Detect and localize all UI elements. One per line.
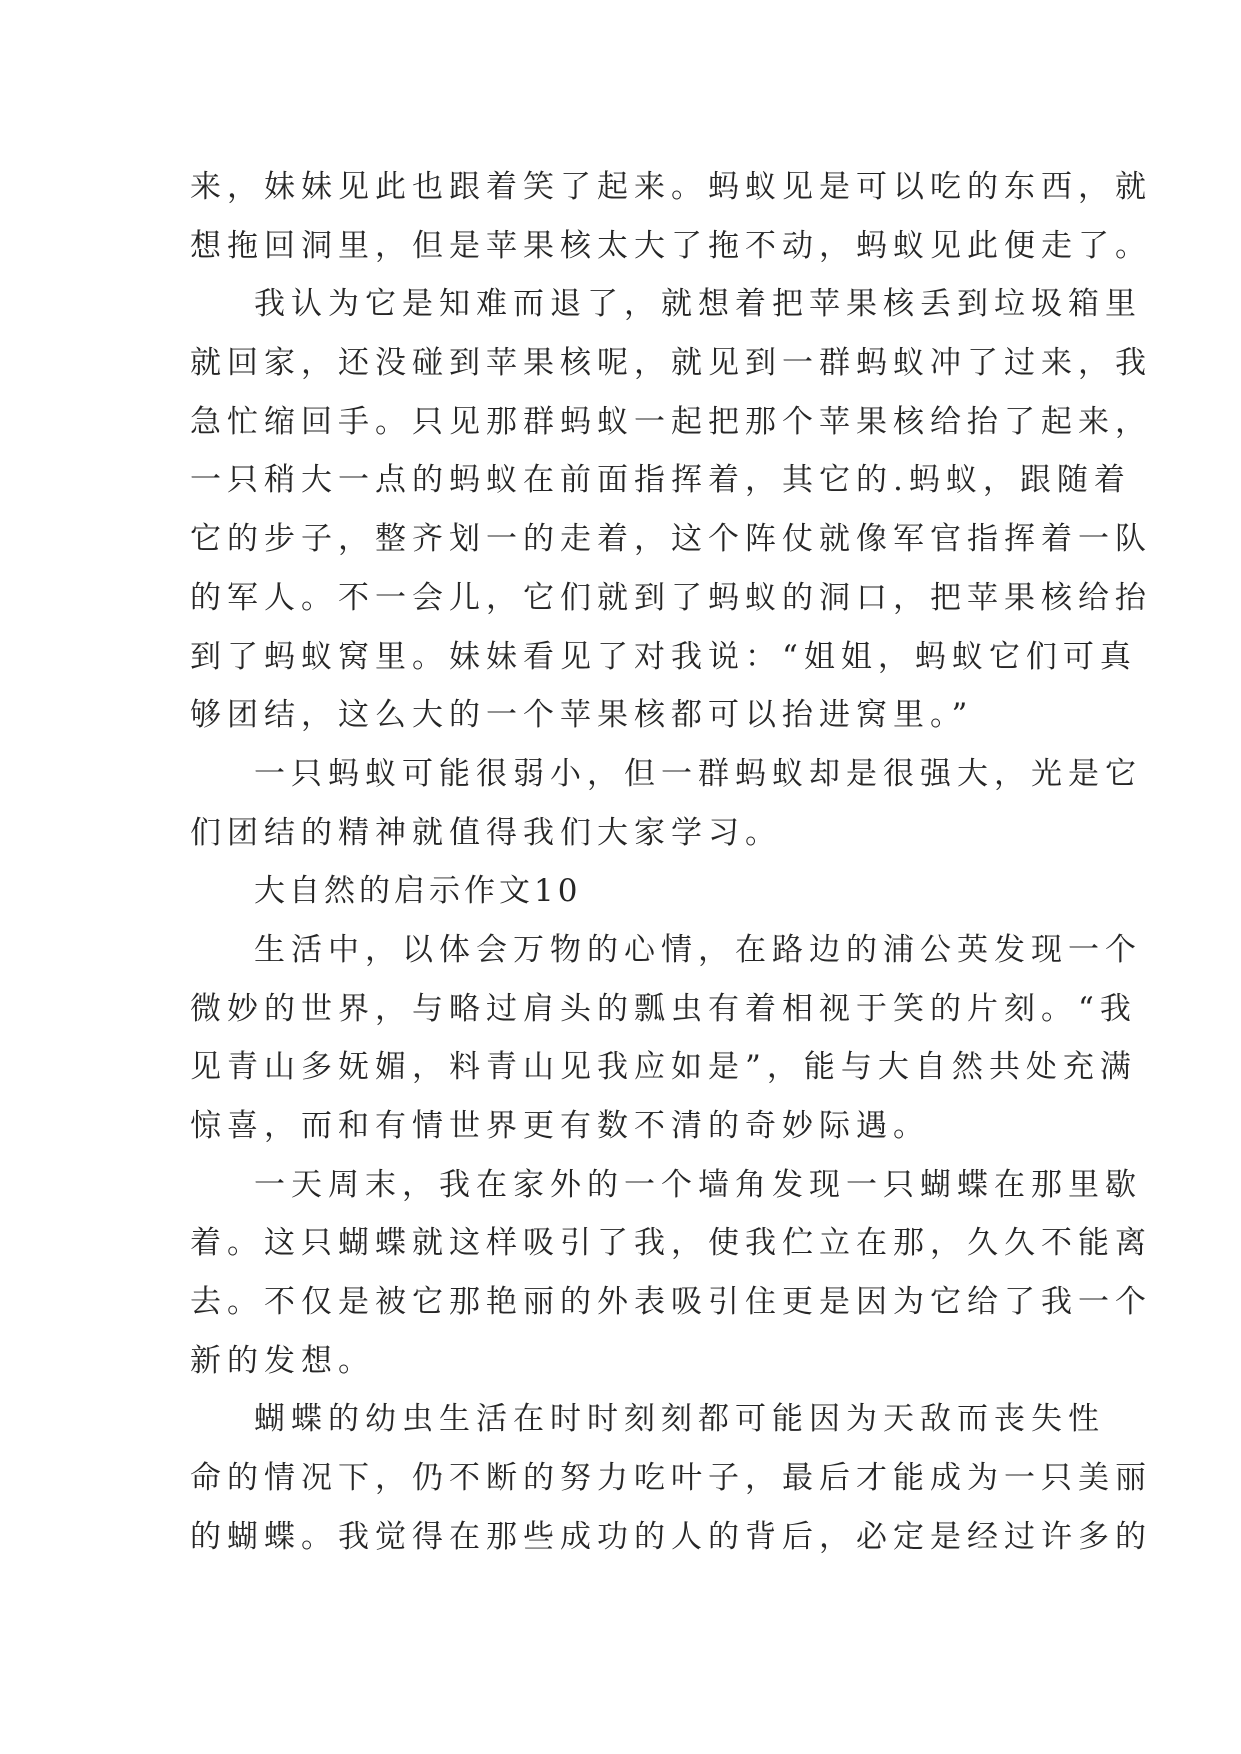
text-line: 够团结，这么大的一个苹果核都可以抬进窝里。” <box>190 697 974 734</box>
text-line: 惊喜，而和有情世界更有数不清的奇妙际遇。 <box>190 1108 930 1144</box>
text-line: 们团结的精神就值得我们大家学习。 <box>190 814 782 851</box>
text-line: 的蝴蝶。我觉得在那些成功的人的背后，必定是经过许多的 <box>190 1518 1152 1555</box>
text-line: 来，妹妹见此也跟着笑了起来。蚂蚁见是可以吃的东西，就 <box>190 169 1152 205</box>
text-line: 新的发想。 <box>190 1342 375 1379</box>
text-line: 一只稍大一点的蚂蚁在前面指挥着，其它的.蚂蚁，跟随着 <box>190 462 1131 499</box>
text-line: 微妙的世界，与略过肩头的瓢虫有着相视于笑的片刻。“我 <box>190 990 1137 1027</box>
text-line: 它的步子，整齐划一的走着，这个阵仗就像军官指挥着一队 <box>190 521 1152 558</box>
text-line: 去。不仅是被它那艳丽的外表吸引住更是因为它给了我一个 <box>190 1284 1152 1321</box>
text-line: 一只蚂蚁可能很弱小，但一群蚂蚁却是很强大，光是它 <box>254 755 1142 792</box>
section-heading: 大自然的启示作文10 <box>254 873 582 910</box>
text-line: 命的情况下，仍不断的努力吃叶子，最后才能成为一只美丽 <box>190 1460 1152 1497</box>
text-line: 到了蚂蚁窝里。妹妹看见了对我说：“姐姐，蚂蚁它们可真 <box>190 638 1137 675</box>
text-line: 急忙缩回手。只见那群蚂蚁一起把那个苹果核给抬了起来， <box>190 403 1152 440</box>
text-line: 生活中，以体会万物的心情，在路边的浦公英发现一个 <box>254 931 1142 968</box>
text-line: 蝴蝶的幼虫生活在时时刻刻都可能因为天敌而丧失性 <box>254 1401 1105 1438</box>
text-line: 着。这只蝴蝶就这样吸引了我，使我伫立在那，久久不能离 <box>190 1225 1152 1262</box>
body-text <box>190 158 1152 1567</box>
text-line: 就回家，还没碰到苹果核呢，就见到一群蚂蚁冲了过来，我 <box>190 345 1152 382</box>
text-line: 想拖回洞里，但是苹果核太大了拖不动，蚂蚁见此便走了。 <box>190 227 1152 264</box>
text-line: 一天周末，我在家外的一个墙角发现一只蝴蝶在那里歇 <box>254 1166 1142 1203</box>
text-line: 的军人。不一会儿，它们就到了蚂蚁的洞口，把苹果核给抬 <box>190 579 1152 616</box>
text-line: 我认为它是知难而退了，就想着把苹果核丢到垃圾箱里 <box>254 286 1142 323</box>
text-line: 见青山多妩媚，料青山见我应如是”，能与大自然共处充满 <box>190 1049 1137 1086</box>
